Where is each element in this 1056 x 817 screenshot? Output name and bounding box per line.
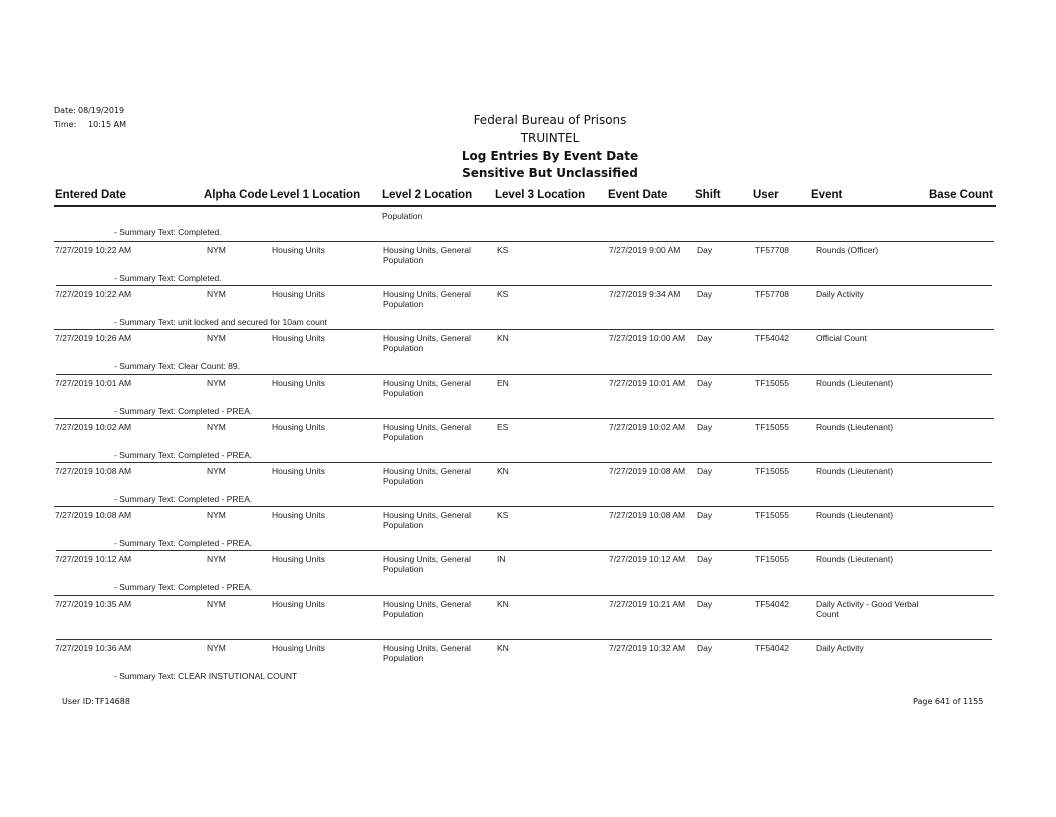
- summary-text: - Summary Text: Completed - PREA.: [114, 538, 253, 548]
- level2-cell: Housing Units, General Population: [383, 422, 471, 442]
- entered-date-cell: 7/27/2019 10:12 AM: [55, 554, 132, 564]
- system-name: TRUINTEL: [520, 131, 580, 145]
- entered-date-cell: 7/27/2019 10:22 AM: [55, 245, 132, 255]
- event-cell: Rounds (Lieutenant): [816, 466, 894, 476]
- user-cell: TF15055: [755, 422, 790, 432]
- col-event: Event: [811, 189, 843, 201]
- alpha-code-cell: NYM: [207, 422, 226, 432]
- continued-summary: - Summary Text: Completed.: [114, 227, 222, 237]
- row-divider: [54, 595, 994, 596]
- level3-cell: EN: [497, 378, 509, 388]
- time-value: 10:15 AM: [88, 120, 126, 129]
- event-date-cell: 7/27/2019 10:32 AM: [609, 643, 686, 653]
- shift-cell: Day: [697, 466, 713, 476]
- level2-cell: Housing Units, General Population: [383, 245, 471, 265]
- date-value: 08/19/2019: [78, 106, 125, 115]
- level2-cell: Housing Units, General Population: [383, 643, 471, 663]
- user-cell: TF57708: [755, 245, 790, 255]
- summary-text: - Summary Text: Completed.: [114, 273, 222, 283]
- level3-cell: KN: [497, 599, 509, 609]
- row-divider: [54, 329, 994, 330]
- level3-cell: KN: [497, 466, 509, 476]
- page-number: Page 641 of 1155: [913, 697, 984, 706]
- shift-cell: Day: [697, 378, 713, 388]
- col-level1: Level 1 Location: [270, 189, 361, 201]
- event-date-cell: 7/27/2019 10:01 AM: [609, 378, 686, 388]
- event-date-cell: 7/27/2019 10:21 AM: [609, 599, 686, 609]
- summary-text: - Summary Text: Clear Count: 89.: [114, 361, 240, 371]
- row-divider: [54, 241, 994, 242]
- shift-cell: Day: [697, 599, 713, 609]
- level3-cell: KS: [497, 245, 509, 255]
- level2-cell: Housing Units, General Population: [383, 466, 471, 486]
- user-id-label: User ID:: [62, 697, 94, 706]
- shift-cell: Day: [697, 289, 713, 299]
- alpha-code-cell: NYM: [207, 289, 226, 299]
- row-divider: [54, 418, 994, 419]
- col-user: User: [753, 189, 779, 201]
- shift-cell: Day: [697, 245, 713, 255]
- alpha-code-cell: NYM: [207, 378, 226, 388]
- user-cell: TF54042: [755, 599, 790, 609]
- row-divider: [56, 285, 992, 286]
- col-entered-date: Entered Date: [55, 189, 126, 201]
- row-divider: [56, 374, 992, 375]
- level1-cell: Housing Units: [272, 289, 325, 299]
- event-cell: Daily Activity: [816, 643, 864, 653]
- event-date-cell: 7/27/2019 9:00 AM: [609, 245, 681, 255]
- event-cell: Rounds (Lieutenant): [816, 422, 894, 432]
- event-cell: Rounds (Officer): [816, 245, 879, 255]
- event-date-cell: 7/27/2019 10:08 AM: [609, 466, 686, 476]
- row-divider: [56, 639, 992, 640]
- entered-date-cell: 7/27/2019 10:08 AM: [55, 466, 132, 476]
- report-title: Log Entries By Event Date: [461, 149, 639, 163]
- summary-text: - Summary Text: CLEAR INSTUTIONAL COUNT: [114, 671, 298, 681]
- header-divider: [54, 205, 996, 207]
- alpha-code-cell: NYM: [207, 554, 226, 564]
- user-cell: TF15055: [755, 378, 790, 388]
- event-cell: Official Count: [816, 333, 867, 343]
- col-level3: Level 3 Location: [495, 189, 586, 201]
- entered-date-cell: 7/27/2019 10:01 AM: [55, 378, 132, 388]
- event-date-cell: 7/27/2019 10:08 AM: [609, 510, 686, 520]
- level3-cell: ES: [497, 422, 509, 432]
- summary-text: - Summary Text: Completed - PREA.: [114, 582, 253, 592]
- level1-cell: Housing Units: [272, 599, 325, 609]
- user-cell: TF54042: [755, 643, 790, 653]
- col-level2: Level 2 Location: [382, 189, 473, 201]
- time-label: Time:: [54, 120, 77, 129]
- user-cell: TF15055: [755, 554, 790, 564]
- shift-cell: Day: [697, 333, 713, 343]
- col-event-date: Event Date: [608, 189, 668, 201]
- entered-date-cell: 7/27/2019 10:36 AM: [55, 643, 132, 653]
- alpha-code-cell: NYM: [207, 510, 226, 520]
- level2-cell: Housing Units, General Population: [383, 378, 471, 398]
- entered-date-cell: 7/27/2019 10:02 AM: [55, 422, 132, 432]
- alpha-code-cell: NYM: [207, 643, 226, 653]
- alpha-code-cell: NYM: [207, 245, 226, 255]
- shift-cell: Day: [697, 510, 713, 520]
- event-cell: Rounds (Lieutenant): [816, 510, 894, 520]
- user-cell: TF54042: [755, 333, 790, 343]
- level3-cell: KS: [497, 289, 509, 299]
- entered-date-cell: 7/27/2019 10:22 AM: [55, 289, 132, 299]
- summary-text: - Summary Text: Completed - PREA.: [114, 406, 253, 416]
- level2-cell: Housing Units, General Population: [383, 554, 471, 574]
- user-cell: TF15055: [755, 510, 790, 520]
- classification: Sensitive But Unclassified: [462, 166, 638, 180]
- entered-date-cell: 7/27/2019 10:35 AM: [55, 599, 132, 609]
- level1-cell: Housing Units: [272, 466, 325, 476]
- event-date-cell: 7/27/2019 10:02 AM: [609, 422, 686, 432]
- event-cell: Daily Activity - Good Verbal Count: [816, 599, 919, 619]
- event-date-cell: 7/27/2019 10:12 AM: [609, 554, 686, 564]
- org-name: Federal Bureau of Prisons: [473, 113, 627, 127]
- col-shift: Shift: [695, 189, 721, 201]
- level1-cell: Housing Units: [272, 422, 325, 432]
- col-alpha-code: Alpha Code: [204, 189, 268, 201]
- level2-cell: Housing Units, General Population: [383, 599, 471, 619]
- level3-cell: KN: [497, 643, 509, 653]
- alpha-code-cell: NYM: [207, 599, 226, 609]
- level1-cell: Housing Units: [272, 554, 325, 564]
- alpha-code-cell: NYM: [207, 333, 226, 343]
- event-date-cell: 7/27/2019 10:00 AM: [609, 333, 686, 343]
- level1-cell: Housing Units: [272, 378, 325, 388]
- level1-cell: Housing Units: [272, 643, 325, 653]
- level1-cell: Housing Units: [272, 245, 325, 255]
- alpha-code-cell: NYM: [207, 466, 226, 476]
- row-divider: [54, 506, 994, 507]
- col-base-count: Base Count: [929, 189, 993, 201]
- level2-cell: Housing Units, General Population: [383, 510, 471, 530]
- entered-date-cell: 7/27/2019 10:08 AM: [55, 510, 132, 520]
- user-id-value: TF14688: [95, 697, 130, 706]
- date-label: Date:: [54, 106, 76, 115]
- summary-text: - Summary Text: Completed - PREA.: [114, 494, 253, 504]
- event-cell: Rounds (Lieutenant): [816, 378, 894, 388]
- row-divider: [56, 550, 992, 551]
- summary-text: - Summary Text: unit locked and secured for 10am count: [114, 317, 327, 327]
- summary-text: - Summary Text: Completed - PREA.: [114, 450, 253, 460]
- user-cell: TF15055: [755, 466, 790, 476]
- row-divider: [56, 462, 992, 463]
- level3-cell: IN: [497, 554, 506, 564]
- event-date-cell: 7/27/2019 9:34 AM: [609, 289, 681, 299]
- level3-cell: KN: [497, 333, 509, 343]
- level3-cell: KS: [497, 510, 509, 520]
- continued-level2: Population: [382, 211, 423, 221]
- shift-cell: Day: [697, 422, 713, 432]
- user-cell: TF57708: [755, 289, 790, 299]
- level1-cell: Housing Units: [272, 510, 325, 520]
- event-cell: Rounds (Lieutenant): [816, 554, 894, 564]
- shift-cell: Day: [697, 643, 713, 653]
- event-cell: Daily Activity: [816, 289, 864, 299]
- shift-cell: Day: [697, 554, 713, 564]
- level1-cell: Housing Units: [272, 333, 325, 343]
- entered-date-cell: 7/27/2019 10:26 AM: [55, 333, 132, 343]
- level2-cell: Housing Units, General Population: [383, 333, 471, 353]
- level2-cell: Housing Units, General Population: [383, 289, 471, 309]
